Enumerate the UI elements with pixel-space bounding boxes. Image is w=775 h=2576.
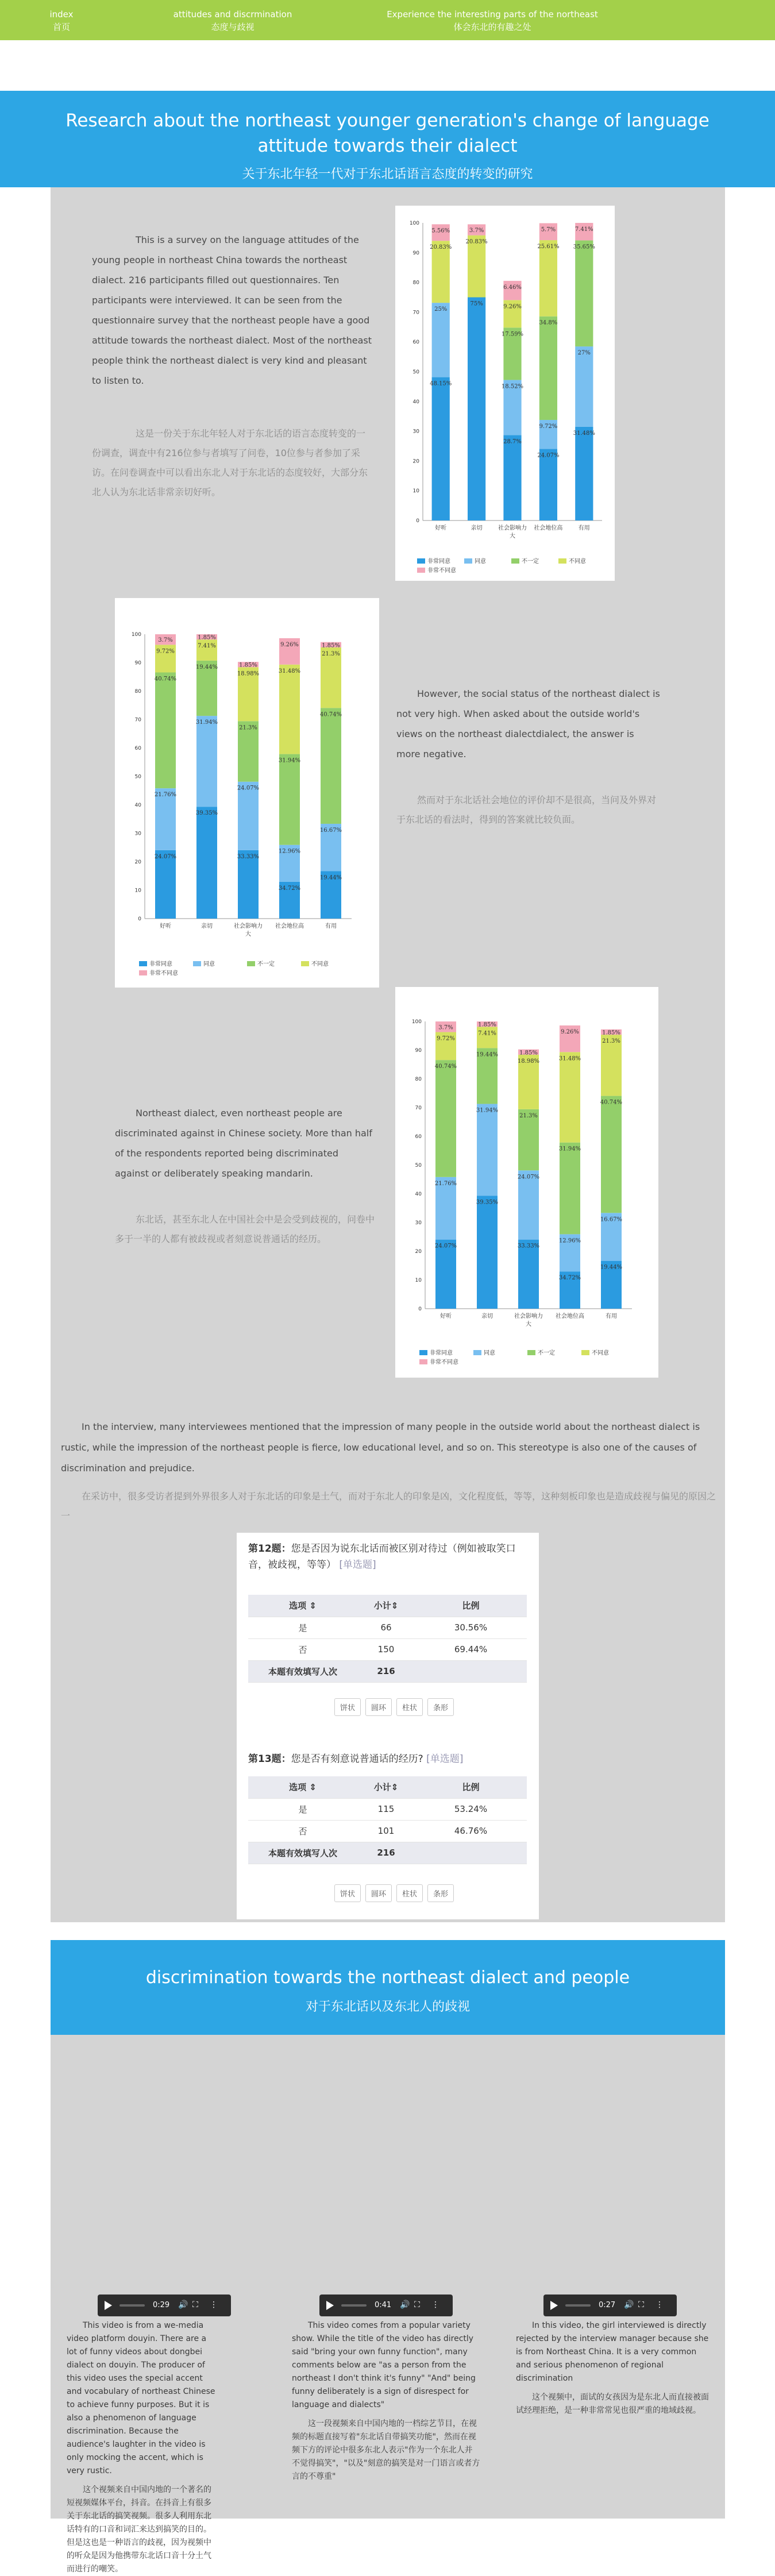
- legend-swatch: [527, 1350, 535, 1355]
- fullscreen-icon[interactable]: ⛶: [192, 2300, 198, 2309]
- legend-label: 不同意: [569, 558, 586, 565]
- q12-row2-option: 否: [248, 1638, 357, 1660]
- q13-header-ratio: 比例: [415, 1776, 527, 1798]
- legend-label: 非常同意: [149, 961, 172, 967]
- section2-cn: 然而对于东北话社会地位的评价却不是很高，当问及外界对于东北话的看法时，得到的答案就比较负面。: [396, 795, 657, 825]
- data-label: 17.59%: [501, 331, 524, 338]
- nav-item-index-cn: 首页: [52, 22, 70, 32]
- y-tick-label: 90: [415, 1048, 422, 1054]
- q12-number: 第12题：: [248, 1543, 291, 1555]
- data-label: 31.48%: [573, 430, 595, 437]
- video3-cn: 这个视频中，面试的女孩因为是东北人而直接被面试经理拒绝，是一种非常常见也很严重的地域歧视。: [516, 2393, 709, 2415]
- table-row: [248, 1638, 527, 1660]
- video-player-1[interactable]: [98, 2295, 231, 2316]
- chart-1: [395, 206, 615, 581]
- data-label: 9.72%: [437, 1035, 455, 1042]
- bar-segment: [539, 317, 557, 420]
- play-icon[interactable]: [105, 2301, 112, 2310]
- q13-number: 第13题：: [248, 1753, 291, 1765]
- q12-table: [248, 1595, 527, 1683]
- data-label: 25.61%: [537, 244, 560, 250]
- legend-swatch: [558, 558, 566, 564]
- video-time: 0:41: [375, 2301, 392, 2309]
- y-tick-label: 30: [412, 429, 419, 435]
- data-label: 31.48%: [558, 1055, 581, 1062]
- q12-row1-count: 66: [357, 1617, 415, 1638]
- y-tick-label: 50: [412, 369, 419, 375]
- video1-description: [67, 2319, 217, 2576]
- q13-row1-count: 115: [357, 1798, 415, 1820]
- legend-label: 非常同意: [427, 558, 450, 565]
- y-tick-label: 100: [131, 632, 141, 638]
- q13-sum-label: 本题有效填写人次: [248, 1842, 357, 1864]
- data-label: 3.7%: [469, 227, 484, 234]
- video2-cn: 这一段视频来自中国内地的一档综艺节目，在视频的标题直接写着"东北话自带搞笑功能"，然而在视频下方的评论中很多东北人表示"作为一个东北人并不觉得搞笑"，"以及"刻意的搞笑是对一门语言或者方言的不尊重": [292, 2419, 480, 2481]
- data-label: 24.07%: [434, 1243, 457, 1250]
- q13-row1-ratio: 53.24%: [415, 1798, 527, 1820]
- data-label: 16.67%: [319, 827, 342, 834]
- data-label: 35.65%: [573, 244, 595, 250]
- legend-label: 同意: [475, 558, 486, 565]
- q12-sum-label: 本题有效填写人次: [248, 1660, 357, 1682]
- q12-question: [248, 1541, 530, 1573]
- q13-question: [248, 1751, 530, 1767]
- x-tick-label: 好听: [440, 1313, 452, 1320]
- y-tick-label: 80: [412, 280, 419, 286]
- bar-segment: [503, 435, 521, 520]
- y-tick-label: 0: [138, 916, 141, 922]
- q13-row2-count: 101: [357, 1820, 415, 1842]
- data-label: 9.26%: [280, 641, 299, 648]
- data-label: 5.7%: [541, 226, 556, 233]
- data-label: 12.96%: [558, 1237, 581, 1244]
- data-label: 40.74%: [154, 676, 177, 682]
- x-tick-label: 好听: [160, 923, 171, 930]
- bar-chart-button[interactable]: 条形: [427, 1698, 454, 1716]
- table-row: [248, 1798, 527, 1820]
- chart-2-svg: [115, 598, 379, 988]
- chart-1-svg: [395, 206, 615, 581]
- data-label: 39.35%: [476, 1199, 499, 1206]
- section1-en: This is a survey on the language attitudes of the young people in northeast China towards the northeast dialect. 216 participants filled out questionnaires. Ten participants were interviewed. It can be seen from the questionnaire survey that the northeast people have a good attitude towards the northeast dialect. Most of the northeast people think the northeast dialect is very kind and pleasant to listen to.: [92, 234, 372, 386]
- section-subtitle: 对于东北话以及东北人的歧视: [305, 2000, 470, 2014]
- data-label: 21.3%: [322, 650, 340, 657]
- play-icon[interactable]: [550, 2301, 558, 2310]
- x-tick-label: 有用: [606, 1313, 617, 1320]
- legend-label: 非常同意: [430, 1350, 453, 1356]
- data-label: 1.85%: [519, 1050, 538, 1056]
- data-label: 48.15%: [430, 380, 452, 387]
- legend-swatch: [419, 1359, 427, 1364]
- section4-cn: 在采访中，很多受访者提到外界很多人对于东北话的印象是土气，而对于东北人的印象是凶，文化程度低，等等，这种刻板印象也是造成歧视与偏见的原因之一: [61, 1491, 716, 1521]
- q12-header-ratio: 比例: [415, 1595, 527, 1617]
- progress-bar[interactable]: [119, 2304, 145, 2307]
- chart-3-svg: [395, 987, 658, 1378]
- legend-swatch: [473, 1350, 481, 1355]
- q13-row1-option: 是: [248, 1798, 357, 1820]
- y-tick-label: 70: [415, 1105, 422, 1111]
- q13-row2-ratio: 46.76%: [415, 1820, 527, 1842]
- legend-label: 非常不同意: [427, 568, 456, 574]
- q12-row1-ratio: 30.56%: [415, 1617, 527, 1638]
- y-tick-label: 0: [416, 518, 419, 524]
- data-label: 40.74%: [434, 1063, 457, 1070]
- y-tick-label: 20: [412, 458, 419, 465]
- section4-en: In the interview, many interviewees mentioned that the impression of many people in the outside world about the northeast dialect is rustic, while the impression of the northeast people is fierce, low educational level, and so on. This stereotype is also one of the causes of discrimination and prejudice.: [61, 1421, 700, 1474]
- legend-swatch: [581, 1350, 589, 1355]
- q12-header-option[interactable]: 选项 ⇕: [248, 1595, 357, 1617]
- legend-label: 不一定: [538, 1350, 555, 1356]
- hero-banner: [0, 91, 775, 187]
- y-tick-label: 20: [134, 859, 141, 865]
- legend-label: 不一定: [522, 558, 539, 565]
- q13-row2-option: 否: [248, 1820, 357, 1842]
- q13-table: [248, 1776, 527, 1864]
- legend-swatch: [464, 558, 472, 564]
- q12-row2-count: 150: [357, 1638, 415, 1660]
- column-chart-button[interactable]: 柱状: [396, 1884, 423, 1902]
- y-tick-label: 40: [415, 1191, 422, 1197]
- data-label: 7.41%: [574, 226, 593, 233]
- nav-item-northeast[interactable]: [386, 8, 599, 33]
- data-label: 34.72%: [278, 885, 301, 892]
- x-tick-label: 亲切: [471, 525, 483, 531]
- bar-segment: [196, 807, 217, 919]
- y-tick-label: 10: [412, 488, 419, 495]
- video2-description: [292, 2319, 480, 2484]
- x-tick-label: 亲切: [481, 1313, 493, 1320]
- y-tick-label: 50: [134, 774, 141, 780]
- bar-segment: [279, 754, 300, 845]
- bar-segment: [575, 427, 593, 520]
- data-label: 20.83%: [430, 244, 452, 251]
- video3-en: In this video, the girl interviewed is directly rejected by the interview manager because she is from Northeast China. It is a very common and serious phenomenon of regional discrimination: [516, 2321, 709, 2383]
- data-label: 24.07%: [537, 452, 560, 459]
- legend-swatch: [247, 961, 255, 966]
- more-icon[interactable]: ⋮: [210, 2300, 218, 2309]
- x-tick-label: 有用: [325, 923, 337, 930]
- survey-results: [237, 1533, 539, 1919]
- data-label: 1.85%: [198, 634, 216, 641]
- y-tick-label: 60: [134, 746, 141, 751]
- progress-bar[interactable]: [565, 2304, 591, 2307]
- volume-icon[interactable]: 🔊: [400, 2300, 410, 2309]
- data-label: 18.98%: [237, 670, 260, 677]
- data-label: 1.85%: [239, 662, 257, 669]
- fullscreen-icon[interactable]: ⛶: [638, 2300, 644, 2309]
- y-tick-label: 100: [411, 1019, 422, 1025]
- video1-cn: 这个视频来自中国内地的一个著名的短视频媒体平台，抖音。在抖音上有很多关于东北话的搞笑视频。很多人利用东北话特有的口音和词汇来达到搞笑的目的。但是这也是一种语言的歧视，因为视频中的听众是因为他携带东北话口音十分土气而进行的嘲笑。: [67, 2485, 211, 2574]
- nav-item-index-en: index: [49, 9, 74, 20]
- legend-label: 不一定: [257, 961, 275, 967]
- data-label: 31.94%: [195, 719, 218, 726]
- data-label: 20.83%: [465, 238, 488, 245]
- data-label: 1.85%: [478, 1021, 496, 1028]
- q13-tag: [单选题]: [426, 1753, 464, 1765]
- pie-chart-button[interactable]: 饼状: [334, 1884, 361, 1902]
- video-player-2[interactable]: [319, 2295, 453, 2316]
- bar-segment: [601, 1096, 622, 1213]
- data-label: 19.44%: [476, 1051, 499, 1058]
- y-tick-label: 10: [415, 1278, 422, 1283]
- y-tick-label: 40: [134, 803, 141, 808]
- pie-chart-button[interactable]: 饼状: [334, 1698, 361, 1716]
- bar-segment: [435, 1060, 456, 1177]
- data-label: 40.74%: [319, 711, 342, 718]
- x-tick-label: 好听: [435, 525, 447, 531]
- y-tick-label: 90: [134, 660, 141, 666]
- q12-sum-ratio: [415, 1660, 527, 1682]
- x-tick-label: 亲切: [201, 923, 213, 930]
- bar-segment: [575, 240, 593, 346]
- data-label: 3.7%: [438, 1024, 453, 1031]
- x-tick-label: 社会地位高: [534, 525, 563, 531]
- section3-cn: 东北话，甚至东北人在中国社会中是会受到歧视的，问卷中多于一半的人都有被歧视或者刻意说普通话的经历。: [115, 1214, 375, 1244]
- data-label: 3.7%: [158, 637, 173, 644]
- data-label: 33.33%: [237, 853, 260, 860]
- data-label: 9.26%: [561, 1029, 579, 1035]
- x-tick-label: 社会地位高: [556, 1313, 584, 1320]
- data-label: 7.41%: [198, 643, 216, 650]
- bar-segment: [537, 240, 560, 317]
- data-label: 28.7%: [503, 438, 522, 445]
- nav-item-attitudes-en: attitudes and discrmination: [173, 9, 292, 20]
- bar-chart-button[interactable]: 条形: [427, 1884, 454, 1902]
- table-row: [248, 1660, 527, 1682]
- section3-en: Northeast dialect, even northeast people are discriminated against in Chinese society. More than half of the respondents reported being discriminated against or deliberately speaking mandarin.: [115, 1108, 372, 1179]
- data-label: 39.35%: [195, 810, 218, 817]
- y-tick-label: 30: [134, 831, 141, 837]
- ring-chart-button[interactable]: 圆环: [365, 1698, 392, 1716]
- x-tick-label: 大: [510, 533, 515, 539]
- data-label: 27%: [577, 350, 591, 357]
- data-label: 6.46%: [503, 284, 522, 291]
- bar-segment: [560, 1143, 580, 1235]
- y-tick-label: 40: [412, 399, 419, 405]
- y-tick-label: 80: [415, 1077, 422, 1082]
- data-label: 21.76%: [434, 1180, 457, 1187]
- data-label: 5.56%: [431, 227, 450, 234]
- legend-swatch: [419, 1350, 427, 1355]
- bar-segment: [537, 449, 560, 520]
- bar-segment: [477, 1104, 498, 1196]
- data-label: 1.85%: [322, 642, 340, 649]
- q12-row1-option: 是: [248, 1617, 357, 1638]
- y-tick-label: 70: [134, 717, 141, 723]
- bar-segment: [279, 665, 300, 754]
- play-icon[interactable]: [326, 2301, 334, 2310]
- bar-segment: [238, 850, 259, 919]
- data-label: 40.74%: [600, 1099, 623, 1106]
- bar-segment: [238, 782, 259, 850]
- data-label: 33.33%: [517, 1243, 540, 1250]
- top-nav: [0, 0, 775, 40]
- legend-label: 非常不同意: [430, 1359, 458, 1366]
- q12-tag: [单选题]: [339, 1559, 376, 1571]
- q12-sum-count: 216: [357, 1660, 415, 1682]
- video-player-3[interactable]: [543, 2295, 677, 2316]
- y-tick-label: 80: [134, 689, 141, 695]
- x-tick-label: 社会影响力: [514, 1313, 543, 1320]
- more-icon[interactable]: ⋮: [656, 2300, 664, 2309]
- bar-segment: [468, 298, 485, 521]
- ring-chart-button[interactable]: 圆环: [365, 1884, 392, 1902]
- legend-label: 非常不同意: [149, 970, 178, 977]
- bar-segment: [477, 1196, 498, 1309]
- x-tick-label: 大: [526, 1321, 531, 1328]
- y-tick-label: 50: [415, 1163, 422, 1169]
- legend-swatch: [511, 558, 519, 564]
- x-tick-label: 社会影响力: [498, 525, 527, 531]
- x-tick-label: 社会地位高: [275, 923, 304, 930]
- data-label: 9.72%: [539, 423, 558, 430]
- data-label: 21.3%: [239, 724, 257, 731]
- legend-swatch: [139, 961, 147, 966]
- volume-icon[interactable]: 🔊: [178, 2300, 188, 2309]
- data-label: 18.98%: [517, 1058, 540, 1065]
- fullscreen-icon[interactable]: ⛶: [414, 2300, 420, 2309]
- q12-header-count[interactable]: 小计⇕: [357, 1595, 415, 1617]
- q12-row2-ratio: 69.44%: [415, 1638, 527, 1660]
- table-row: [248, 1617, 527, 1638]
- video2-en: This video comes from a popular variety show. While the title of the video has directly said "bring your own funny function", many comments below are "as a person from the northeast I don't think it's funny" "And" being funny deliberately is a sign of disrespect for language and dialects": [292, 2321, 476, 2409]
- data-label: 21.3%: [602, 1038, 620, 1045]
- y-tick-label: 90: [412, 250, 419, 256]
- data-label: 19.44%: [600, 1264, 623, 1271]
- data-label: 21.3%: [519, 1112, 538, 1119]
- bar-segment: [518, 1170, 539, 1239]
- legend-swatch: [417, 558, 425, 564]
- data-label: 25%: [434, 306, 448, 313]
- legend-label: 同意: [484, 1350, 495, 1356]
- x-tick-label: 大: [245, 931, 251, 938]
- data-label: 21.76%: [154, 792, 177, 799]
- data-label: 75%: [470, 300, 483, 307]
- chart-2: [115, 598, 379, 988]
- y-tick-label: 60: [415, 1134, 422, 1140]
- chart-3: [395, 987, 658, 1378]
- q13-sum-ratio: [415, 1842, 527, 1864]
- nav-item-attitudes-cn: 态度与歧视: [211, 22, 255, 32]
- y-tick-label: 70: [412, 310, 419, 316]
- legend-swatch: [301, 961, 309, 966]
- q13-sum-count: 216: [357, 1842, 415, 1864]
- section2-en: However, the social status of the northeast dialect is not very high. When asked about the outside world's views on the northeast dialectdialect, the answer is more negative.: [396, 688, 660, 759]
- data-label: 12.96%: [278, 848, 301, 855]
- x-tick-label: 有用: [578, 525, 590, 531]
- data-label: 24.07%: [517, 1174, 540, 1181]
- data-label: 34.8%: [539, 319, 558, 326]
- bar-segment: [575, 346, 593, 427]
- data-label: 24.07%: [154, 853, 177, 860]
- progress-bar[interactable]: [341, 2304, 367, 2307]
- y-tick-label: 60: [412, 340, 419, 346]
- bar-segment: [432, 377, 450, 520]
- q13-header-option[interactable]: 选项 ⇕: [248, 1776, 357, 1798]
- data-label: 7.41%: [478, 1030, 496, 1037]
- legend-swatch: [417, 568, 425, 573]
- data-label: 9.72%: [156, 648, 175, 655]
- q12-chart-buttons: [334, 1698, 454, 1716]
- legend-label: 不同意: [311, 961, 329, 967]
- data-label: 19.44%: [195, 664, 218, 670]
- q13-text: 您是否有刻意说普通话的经历?: [291, 1753, 423, 1765]
- legend-swatch: [193, 961, 201, 966]
- data-label: 31.94%: [278, 757, 301, 764]
- y-tick-label: 0: [418, 1306, 422, 1312]
- y-tick-label: 30: [415, 1220, 422, 1226]
- y-tick-label: 10: [134, 888, 141, 894]
- legend-swatch: [139, 970, 147, 975]
- section1-cn: 这是一份关于东北年轻人对于东北话的语言态度转变的一份调查，调查中有216位参与者填写了问卷，10位参与者参加了采访。在问卷调查中可以看出东北人对于东北话的态度较好，大部分东北人认为东北话非常亲切好听。: [92, 428, 368, 498]
- bar-segment: [321, 708, 341, 824]
- nav-item-northeast-en: Experience the interesting parts of the northeast: [387, 9, 598, 20]
- bar-segment: [518, 1240, 539, 1309]
- data-label: 31.94%: [476, 1107, 499, 1114]
- x-tick-label: 社会影响力: [234, 923, 263, 930]
- data-label: 16.67%: [600, 1216, 623, 1223]
- table-row: [248, 1820, 527, 1842]
- video-time: 0:27: [599, 2301, 616, 2309]
- data-label: 9.26%: [503, 303, 522, 310]
- data-label: 24.07%: [237, 785, 260, 792]
- bar-segment: [155, 850, 176, 919]
- more-icon[interactable]: ⋮: [431, 2300, 439, 2309]
- bar-segment: [432, 303, 450, 377]
- legend-label: 同意: [203, 961, 215, 967]
- data-label: 19.44%: [319, 874, 342, 881]
- data-label: 1.85%: [602, 1029, 620, 1036]
- bar-segment: [435, 1240, 456, 1309]
- bar-segment: [196, 716, 217, 807]
- q12-text: 您是否因为说东北话而被区别对待过（例如被取笑口音，被歧视，等等）: [248, 1543, 516, 1571]
- section-title: discrimination towards the northeast dialect and people: [145, 1968, 630, 1988]
- q13-chart-buttons: [334, 1884, 454, 1902]
- data-label: 18.52%: [501, 383, 524, 390]
- data-label: 34.72%: [558, 1275, 581, 1282]
- q13-header-count[interactable]: 小计⇕: [357, 1776, 415, 1798]
- bar-segment: [155, 672, 176, 788]
- volume-icon[interactable]: 🔊: [624, 2300, 634, 2309]
- column-chart-button[interactable]: 柱状: [396, 1698, 423, 1716]
- nav-item-index[interactable]: [41, 8, 82, 33]
- nav-item-northeast-cn: 体会东北的有趣之处: [453, 22, 531, 32]
- table-row: [248, 1842, 527, 1864]
- y-tick-label: 100: [409, 221, 419, 226]
- page-subtitle: 关于东北年轻一代对于东北话语言态度的转变的研究: [242, 167, 533, 182]
- y-tick-label: 20: [415, 1249, 422, 1255]
- data-label: 31.94%: [558, 1146, 581, 1152]
- video-time: 0:29: [153, 2301, 170, 2309]
- bar-segment: [560, 1052, 580, 1142]
- legend-label: 不同意: [592, 1350, 609, 1356]
- nav-item-attitudes[interactable]: [167, 8, 299, 33]
- video1-en: This video is from a we-media video platform douyin. There are a lot of funny videos about dongbei dialect on douyin. The producer of this video uses the special accent and vocabulary of northeast Chinese to achieve funny purposes. But it is also a phenomenon of language discrimination. Because the audience's laughter in the video is only mocking the accent, which is very rustic.: [67, 2321, 215, 2475]
- section-banner: [51, 1940, 725, 2035]
- data-label: 31.48%: [278, 668, 301, 674]
- page-title: Research about the northeast younger generation's change of language attitude towards their dialect: [65, 110, 710, 156]
- video3-description: [516, 2319, 710, 2417]
